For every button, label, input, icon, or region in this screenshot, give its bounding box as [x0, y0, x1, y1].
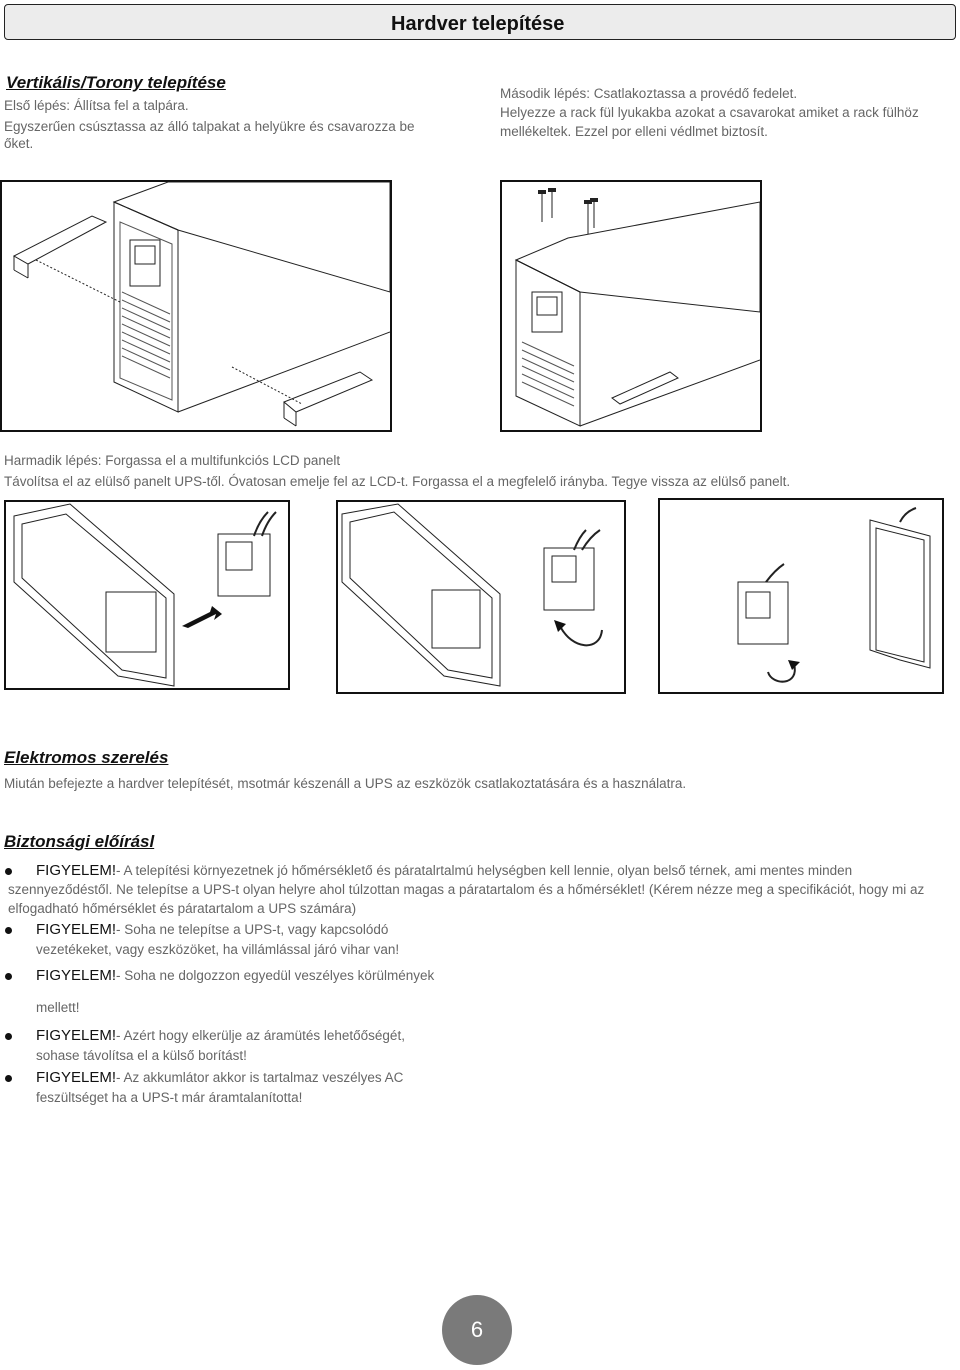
- electrical-text: Miután befejezte a hardver telepítését, msotmár készenáll a UPS az eszközök csatlakoztatására és a használatra.: [4, 776, 687, 791]
- figure-ups-feet: [0, 180, 392, 432]
- figure-lcd-step2: [336, 500, 626, 694]
- warning-4: [36, 1026, 956, 1045]
- warning-word: FIGYELEM!: [36, 1069, 117, 1086]
- warning-word: FIGYELEM!: [36, 1027, 117, 1044]
- warning-5-line2: feszültséget ha a UPS-t már áramtalanította!: [36, 1090, 303, 1105]
- step1-line3: őket.: [4, 136, 34, 151]
- figure-lcd-step1: [4, 500, 290, 690]
- page-header-title: Hardver telepítése: [391, 13, 565, 35]
- bullet-3: [5, 973, 12, 980]
- vertical-install-title: Vertikális/Torony telepítése: [6, 73, 226, 92]
- figure-lcd-step3: [658, 498, 944, 694]
- warning-word: FIGYELEM!: [36, 967, 117, 984]
- warning-3-line2: mellett!: [36, 1000, 80, 1015]
- warning-word: FIGYELEM!: [36, 862, 117, 879]
- warning-1-line2: szennyeződéstől. Ne telepítse a UPS-t olyan helyre ahol túlzottan magas a páratartalom és a hőmérséklet! (Kérem nézze meg a specifikációt, hogy mi az: [8, 882, 925, 897]
- bullet-2: [5, 927, 12, 934]
- warning-2-text: - Soha ne telepítse a UPS-t, vagy kapcsolódó: [116, 922, 389, 937]
- bullet-1: [5, 868, 12, 875]
- step3-line1: Harmadik lépés: Forgassa el a multifunkciós LCD panelt: [4, 453, 341, 468]
- step2-line2: Helyezze a rack fül lyukakba azokat a csavarokat amiket a rack fülhöz: [500, 105, 919, 120]
- figure-ups-cover: [500, 180, 762, 432]
- warning-5-text: - Az akkumlátor akkor is tartalmaz veszélyes AC: [116, 1070, 404, 1085]
- step2-line3: mellékeltek. Ezzel por elleni védlmet biztosít.: [500, 124, 768, 139]
- bullet-5: [5, 1075, 12, 1082]
- lcd-step2-illustration: [338, 502, 624, 692]
- warning-2: [36, 920, 956, 939]
- step3-line2: Távolítsa el az elülső panelt UPS-től. Óvatosan emelje fel az LCD-t. Forgassa el a megfelelő irányba. Tegye vissza az elülső panelt.: [4, 474, 791, 489]
- warning-1-line3: elfogadható hőmérséklet és páratartalom a UPS számára): [8, 901, 357, 916]
- warning-word: FIGYELEM!: [36, 921, 117, 938]
- page-number: 6: [442, 1295, 512, 1365]
- ups-cover-illustration: [502, 182, 760, 430]
- electrical-title: Elektromos szerelés: [4, 748, 169, 767]
- step1-line2: Egyszerűen csúsztassa az álló talpakat a helyükre és csavarozza be: [4, 119, 415, 134]
- warning-4-text: - Azért hogy elkerülje az áramütés lehetőőségét,: [116, 1028, 405, 1043]
- warning-4-line2: sohase távolítsa el a külső borítást!: [36, 1048, 247, 1063]
- lcd-step1-illustration: [6, 502, 288, 688]
- step1-line1: Első lépés: Állítsa fel a talpára.: [4, 98, 189, 113]
- warning-2-line2: vezetékeket, vagy eszközöket, ha villámlással járó vihar van!: [36, 942, 400, 957]
- warning-1: [36, 861, 956, 880]
- warning-1-text: - A telepítési környezetnek jó hőmérséklető és páratalrtalmú helységben kell lennie, olyan belső térnek, ami mentes minden: [116, 863, 853, 878]
- warning-5: [36, 1068, 956, 1087]
- warning-3: [36, 966, 956, 985]
- bullet-4: [5, 1033, 12, 1040]
- step2-line1: Második lépés: Csatlakoztassa a provédő fedelet.: [500, 86, 798, 101]
- ups-feet-illustration: [2, 182, 390, 430]
- lcd-step3-illustration: [660, 500, 942, 692]
- header-bar: [4, 4, 956, 40]
- warning-3-text: - Soha ne dolgozzon egyedül veszélyes körülmények: [116, 968, 435, 983]
- safety-title: Biztonsági előírásl: [4, 832, 155, 851]
